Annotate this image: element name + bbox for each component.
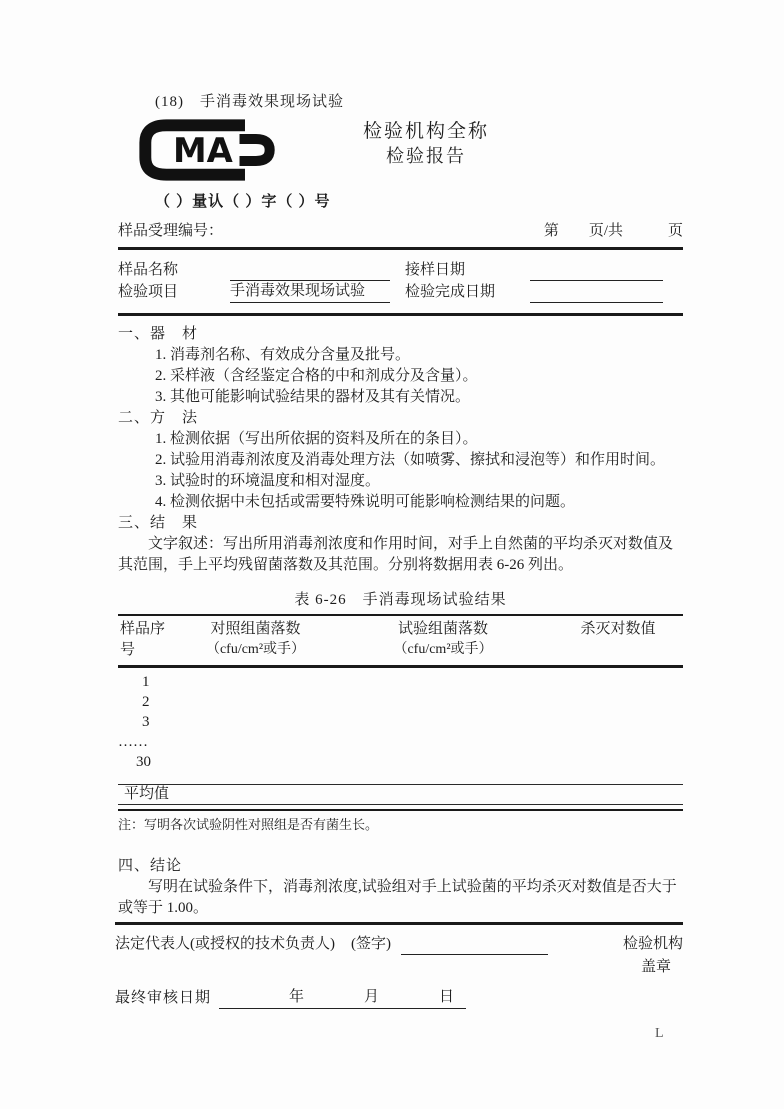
final-date-row	[115, 988, 683, 1009]
col-header-unit: （cfu/cm²或手）	[205, 642, 306, 657]
final-date-label: 最终审核日期	[115, 990, 212, 1006]
test-item-label: 检验项目	[118, 284, 179, 300]
complete-date-field	[530, 282, 663, 303]
table-row: 3	[142, 714, 150, 730]
day-label: 日	[439, 989, 455, 1005]
table-body	[118, 668, 683, 772]
section3-paragraph: 文字叙述：写出所用消毒剂浓度和作用时间，对手上自然菌的平均杀灭对数值及其范围，手上平均残留菌落数及其范围。分别将数据用表 6-26 列出。	[118, 536, 674, 573]
section4-title: 四、结论	[118, 858, 183, 874]
month-label: 月	[364, 989, 380, 1005]
col-header-control-group	[178, 619, 333, 661]
sample-name-label: 样品名称	[118, 262, 179, 278]
info-row-2	[118, 281, 683, 303]
table-note: 注：写明各次试验阴性对照组是否有菌生长。	[118, 817, 379, 832]
report-content	[118, 0, 683, 919]
report-title: 检验报告	[386, 146, 466, 166]
list-item: 1. 消毒剂名称、有效成分含量及批号。	[155, 347, 411, 363]
receive-date-field	[530, 260, 663, 281]
list-item: 4. 检测依据中未包括或需要特殊说明可能影响检测结果的问题。	[155, 494, 576, 510]
col-header-title: 对照组菌落数	[210, 621, 301, 637]
meta-row	[118, 221, 683, 241]
table-row: 2	[142, 694, 150, 710]
table-row: 30	[136, 754, 151, 770]
table-caption: 表 6-26 手消毒现场试验结果	[294, 592, 507, 608]
section4-paragraph: 写明在试验条件下，消毒剂浓度,试验组对手上试验菌的平均杀灭对数值是否大于或等于 1.00。	[118, 879, 677, 916]
table-row: 1	[142, 674, 150, 690]
list-item: 2. 试验用消毒剂浓度及消毒处理方法（如喷雾、擦拭和浸泡等）和作用时间。	[155, 452, 666, 468]
org-name: 检验机构全称	[362, 121, 489, 142]
section1-title: 一、器 材	[118, 326, 199, 342]
sign-label: (签字)	[351, 936, 391, 952]
cert-number-line: （ ）量认（ ）字（ ）号	[155, 193, 331, 210]
table-header-row	[118, 616, 683, 665]
signature-field	[401, 935, 548, 955]
col-header-unit: （cfu/cm²或手）	[393, 642, 493, 657]
org-title-block	[306, 120, 546, 168]
col-header-sample-no: 样品序号	[120, 621, 166, 658]
year-label: 年	[289, 989, 305, 1005]
sample-no-label: 样品受理编号：	[118, 223, 224, 239]
cma-logo-text: MA	[173, 130, 233, 170]
section3-title: 三、结 果	[118, 515, 199, 531]
list-item: 1. 检测依据（写出所依据的资料及所在的条目）。	[155, 431, 478, 447]
page-info: 第 页/共 页	[543, 223, 683, 239]
signature-footer	[115, 922, 683, 1009]
list-item: 3. 其他可能影响试验结果的器材及其有关情况。	[155, 389, 471, 405]
col-header-kill-log: 杀灭对数值	[580, 621, 656, 637]
complete-date-label: 检验完成日期	[405, 284, 496, 300]
org-stamp-line2: 盖章	[640, 959, 671, 975]
receive-date-label: 接样日期	[405, 262, 466, 278]
average-block	[118, 784, 683, 811]
cma-logo-icon	[135, 118, 280, 187]
final-date-field	[219, 988, 466, 1009]
info-row-1	[118, 259, 683, 281]
body-sections	[118, 324, 683, 576]
sample-name-field	[230, 260, 390, 281]
table-bottom-rule	[118, 809, 683, 811]
test-item-value: 手消毒效果现场试验	[230, 280, 390, 303]
table-row-ellipsis: ……	[118, 734, 148, 750]
section-heading: (18) 手消毒效果现场试验	[155, 94, 344, 110]
col-header-test-group	[333, 619, 553, 661]
header-row	[118, 118, 683, 182]
legal-rep-row	[115, 934, 683, 955]
info-block	[118, 250, 683, 313]
page-mark: L	[655, 1026, 664, 1041]
average-label: 平均值	[118, 785, 683, 805]
col-header-title: 试验组菌落数	[397, 621, 488, 637]
results-table	[118, 614, 683, 834]
list-item: 2. 采样液（含经鉴定合格的中和剂成分及含量）。	[155, 368, 478, 384]
list-item: 3. 试验时的环境温度和相对湿度。	[155, 473, 381, 489]
section2-title: 二、方 法	[118, 410, 199, 426]
conclusion-section	[118, 856, 683, 919]
org-stamp-line1: 检验机构	[622, 936, 683, 952]
footer-rule	[115, 922, 683, 925]
legal-rep-label: 法定代表人(或授权的技术负责人)	[115, 936, 335, 952]
divider-info-bottom	[118, 313, 683, 316]
